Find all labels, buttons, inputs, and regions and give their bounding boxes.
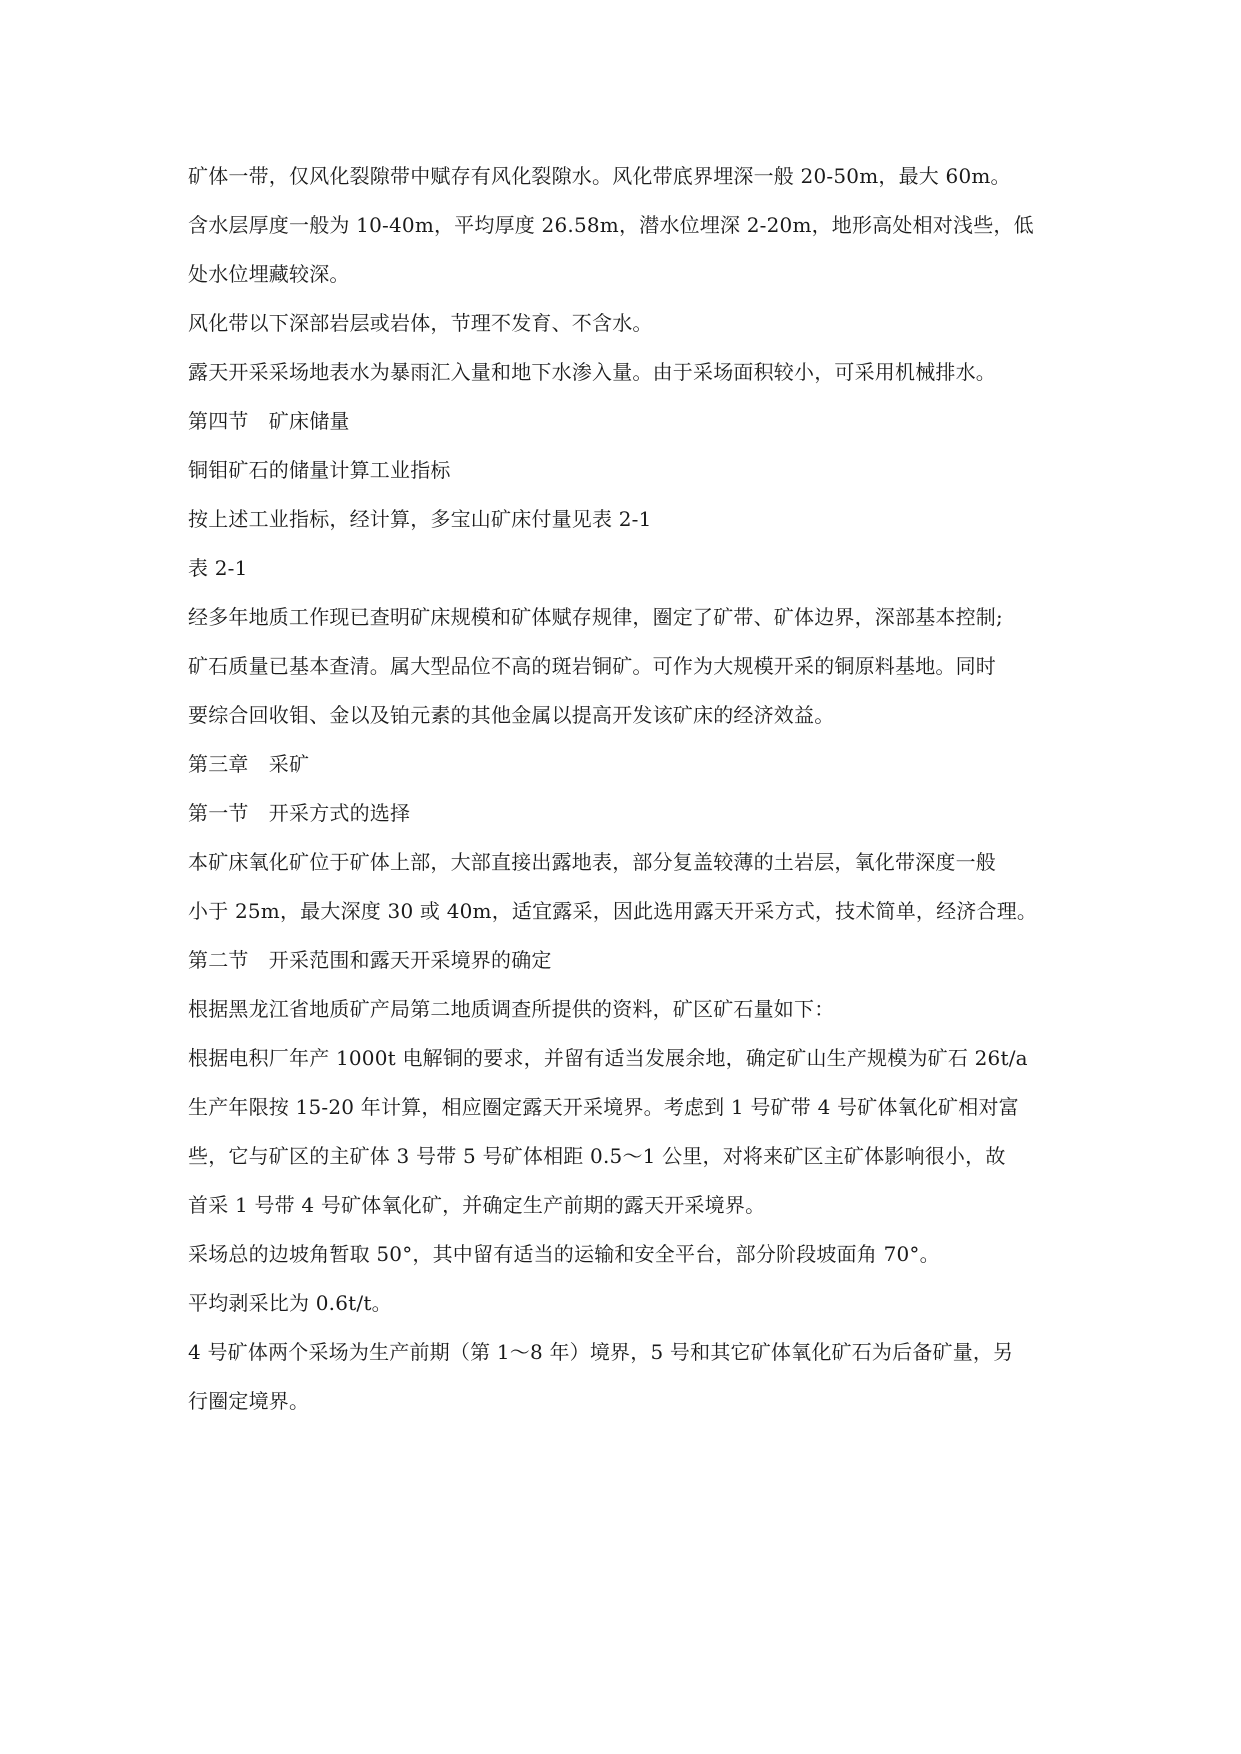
text-line: 些，它与矿区的主矿体 3 号带 5 号矿体相距 0.5～1 公里，对将来矿区主矿体影响很小，故 xyxy=(188,1144,1006,1168)
text-line: 铜钼矿石的储量计算工业指标 xyxy=(188,458,451,482)
text-line: 行圈定境界。 xyxy=(188,1389,310,1413)
section-heading: 第四节 矿床储量 xyxy=(188,409,350,433)
text-line: 要综合回收钼、金以及铂元素的其他金属以提高开发该矿床的经济效益。 xyxy=(188,703,835,727)
text-line: 经多年地质工作现已查明矿床规模和矿体赋存规律，圈定了矿带、矿体边界，深部基本控制; xyxy=(188,605,1003,629)
text-line: 本矿床氧化矿位于矿体上部，大部直接出露地表，部分复盖较薄的土岩层，氧化带深度一般 xyxy=(188,850,996,874)
text-line: 小于 25m，最大深度 30 或 40m，适宜露采，因此选用露天开采方式，技术简单，经济合理。 xyxy=(188,899,1038,923)
text-line: 矿石质量已基本查清。属大型品位不高的斑岩铜矿。可作为大规模开采的铜原料基地。同时 xyxy=(188,654,996,678)
text-line: 根据黑龙江省地质矿产局第二地质调查所提供的资料，矿区矿石量如下： xyxy=(188,997,835,1021)
text-line: 处水位埋藏较深。 xyxy=(188,262,350,286)
text-line: 采场总的边坡角暂取 50°，其中留有适当的运输和安全平台，部分阶段坡面角 70°。 xyxy=(188,1242,940,1266)
text-line: 露天开采采场地表水为暴雨汇入量和地下水渗入量。由于采场面积较小，可采用机械排水。 xyxy=(188,360,996,384)
text-line: 风化带以下深部岩层或岩体，节理不发育、不含水。 xyxy=(188,311,653,335)
text-line: 矿体一带，仅风化裂隙带中赋存有风化裂隙水。风化带底界埋深一般 20-50m，最大 60m。 xyxy=(188,164,1011,188)
text-line: 含水层厚度一般为 10-40m，平均厚度 26.58m，潜水位埋深 2-20m，地形高处相对浅些，低 xyxy=(188,213,1034,237)
text-line: 按上述工业指标，经计算，多宝山矿床付量见表 2-1 xyxy=(188,507,652,531)
text-line: 首采 1 号带 4 号矿体氧化矿，并确定生产前期的露天开采境界。 xyxy=(188,1193,766,1217)
table-caption: 表 2-1 xyxy=(188,556,248,580)
text-line: 生产年限按 15-20 年计算，相应圈定露天开采境界。考虑到 1 号矿带 4 号矿体氧化矿相对富 xyxy=(188,1095,1019,1119)
section-heading: 第二节 开采范围和露天开采境界的确定 xyxy=(188,948,552,972)
chapter-heading: 第三章 采矿 xyxy=(188,752,310,776)
text-line: 4 号矿体两个采场为生产前期（第 1～8 年）境界，5 号和其它矿体氧化矿石为后备矿量，另 xyxy=(188,1340,1014,1364)
text-line: 根据电积厂年产 1000t 电解铜的要求，并留有适当发展余地，确定矿山生产规模为矿石 26t/a xyxy=(188,1046,1028,1070)
text-line: 平均剥采比为 0.6t/t。 xyxy=(188,1291,392,1315)
section-heading: 第一节 开采方式的选择 xyxy=(188,801,411,825)
